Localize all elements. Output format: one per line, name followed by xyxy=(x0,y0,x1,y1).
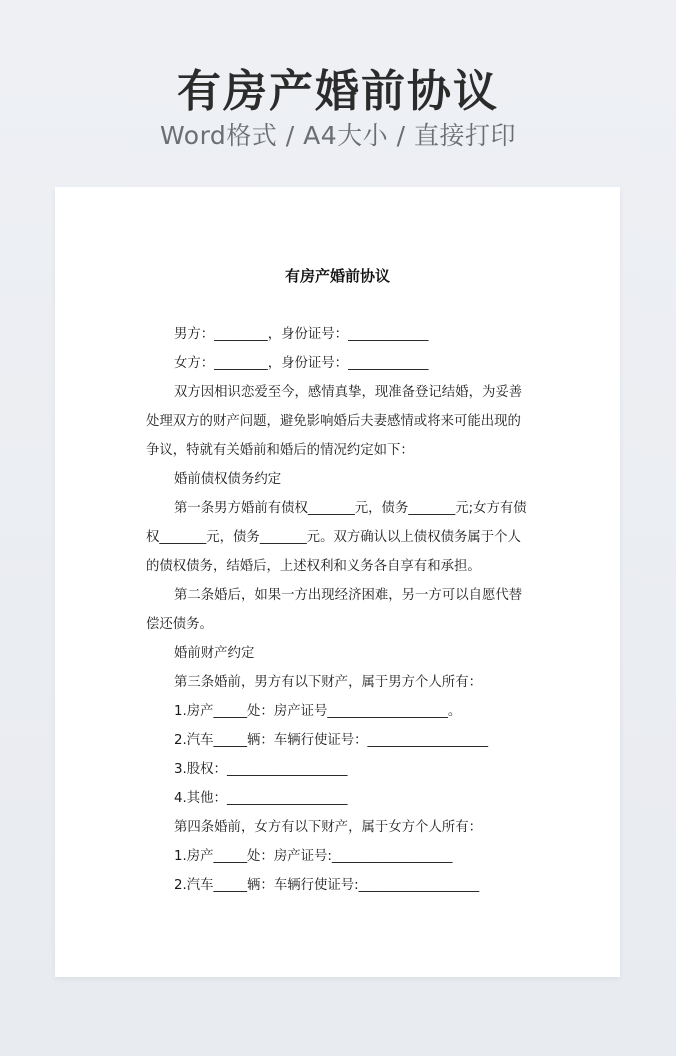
male-property-car: 2.汽车_____辆：车辆行使证号：__________________ xyxy=(174,733,489,748)
male-property-other: 4.其他：__________________ xyxy=(174,791,348,806)
female-property-house: 1.房产_____处：房产证号:__________________ xyxy=(174,849,453,864)
document-body xyxy=(146,320,532,900)
female-property-car: 2.汽车_____辆：车辆行使证号:__________________ xyxy=(174,878,480,893)
document-title: 有房产婚前协议 xyxy=(284,267,390,285)
article-one: 第一条男方婚前有债权_______元，债务_______元;女方有债权_______元，债务_______元。双方确认以上债权债务属于个人的债权债务，结婚后，上述权利和义务各自享有和承担。 xyxy=(146,501,527,574)
page-subtitle: Word格式 / A4大小 / 直接打印 xyxy=(160,121,516,150)
male-property-house: 1.房产_____处：房产证号__________________。 xyxy=(174,704,462,719)
article-two: 第二条婚后，如果一方出现经济困难，另一方可以自愿代替偿还债务。 xyxy=(146,588,523,632)
female-party-line: 女方：________，身份证号：____________ xyxy=(174,356,429,371)
document-page xyxy=(55,187,620,977)
preamble-paragraph: 双方因相识恋爱至今，感情真挚，现准备登记结婚，为妥善处理双方的财产问题，避免影响婚后夫妻感情或将来可能出现的争议，特就有关婚前和婚后的情况约定如下： xyxy=(146,385,523,458)
page-title: 有房产婚前协议 xyxy=(177,66,499,117)
section-heading-property: 婚前财产约定 xyxy=(174,646,255,661)
article-four: 第四条婚前，女方有以下财产，属于女方个人所有： xyxy=(174,820,482,835)
article-three: 第三条婚前，男方有以下财产，属于男方个人所有： xyxy=(174,675,482,690)
section-heading-debts: 婚前债权债务约定 xyxy=(174,472,282,487)
male-party-line: 男方：________，身份证号：____________ xyxy=(174,327,429,342)
male-property-equity: 3.股权：__________________ xyxy=(174,762,348,777)
